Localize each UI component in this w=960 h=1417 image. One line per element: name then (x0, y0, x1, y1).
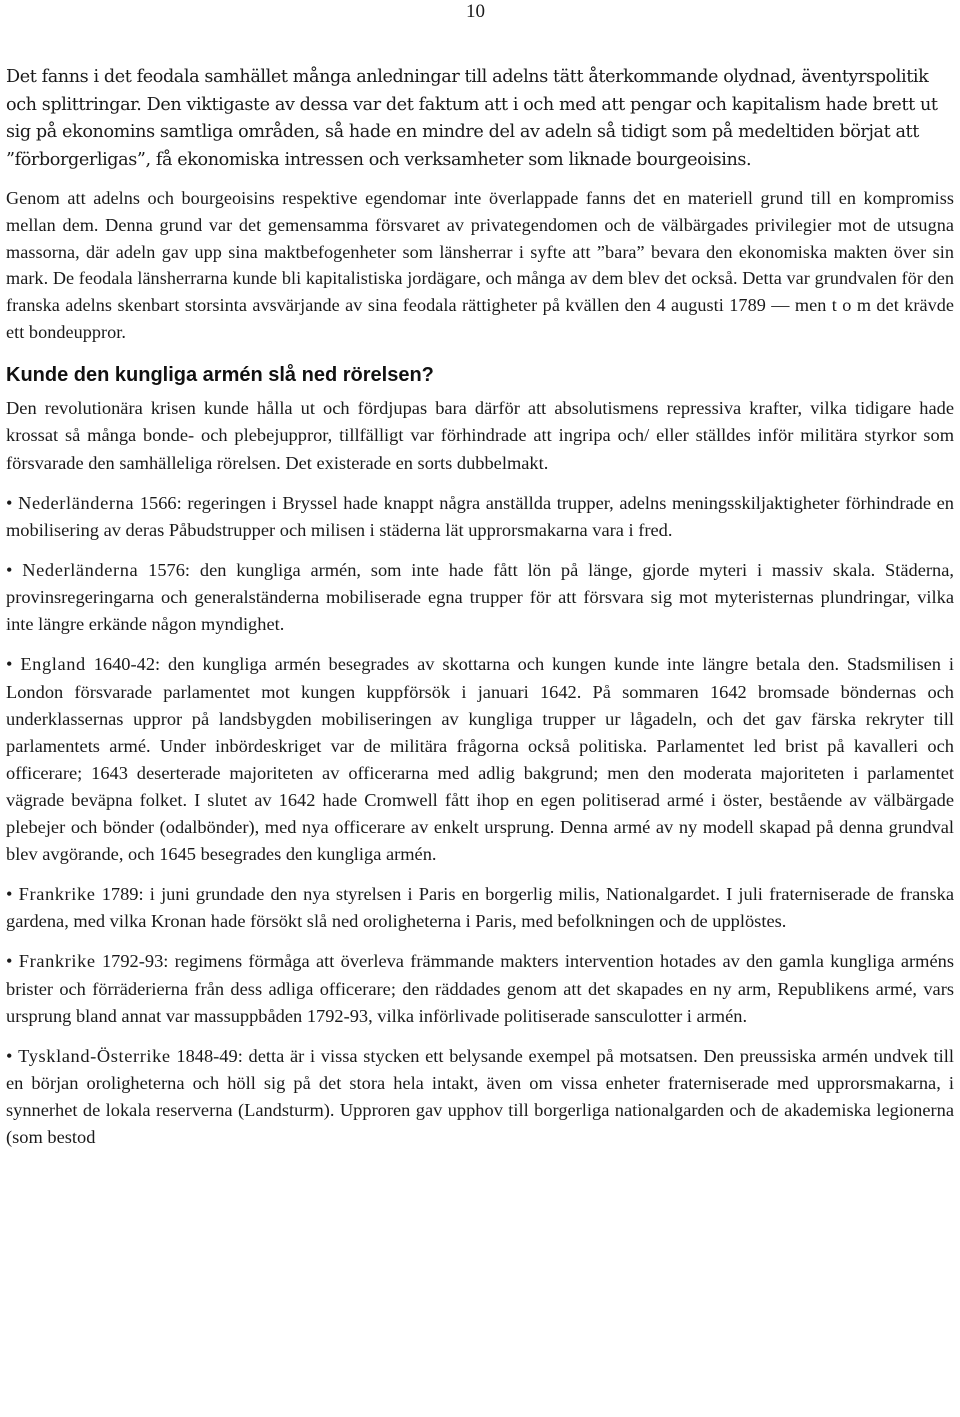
bullet-item-netherlands-1576 (6, 557, 954, 638)
bullet-place: Nederländerna (18, 493, 135, 513)
bullet-item-germany-austria-1848 (6, 1043, 954, 1151)
section-heading: Kunde den kungliga armén slå ned rörelsen? (6, 363, 434, 386)
bullet-text: 1792-93: regimens förmåga att överleva främmande makters intervention hotades av den gamla kungliga arméns brister och förräderierna från dess adliga officerare; den räddades genom att det skapades en ny arm, Republikens armé, vars ursprung bland annat var massuppbåden 1792-93, vilka införlivade politiserade sansculotter i armén. (6, 951, 954, 1026)
bullet-place: England (20, 654, 86, 675)
bullet-text: 1566: regeringen i Bryssel hade knappt några anställda trupper, adelns meningsskiljaktigheter förhindrade en mobilisering av deras Påbudstrupper och milisen i städerna lät upprorsmakarna vara i fred. (6, 493, 954, 541)
bullet-item-france-1789 (6, 881, 954, 935)
bullet-place: Frankrike (18, 884, 96, 905)
bullet-marker: • (6, 884, 13, 905)
bullet-place: Tyskland-Österrike (18, 1045, 171, 1066)
paragraph-intro: Det fanns i det feodala samhället många anledningar till adelns tätt återkommande olydnad, äventyrspolitik och splittringar. Den viktigaste av dessa var det faktum att i och med att pengar och kapitalism hade brett ut sig på ekonomins samtliga områden, så hade en mindre del av adeln så tidigt som på medeltiden börjat att ”förborgerligas”, få ekonomiska intressen och verksamheter som liknade bourgeoisins. (6, 67, 938, 170)
bullet-text: 1640-42: den kungliga armén besegrades av skottarna och kungen kunde inte längre betala den. Stadsmilisen i London försvarade parlamentet mot kungen kuppförsök i januari 1642. På sommaren 1642 bromsade böndernas och underklassernas uppror på landsbygden mobiliseringen av kungliga trupper ur lågadeln, och det gav färska rekryter till parlamentets armé. Under inbördeskriget var de militära frågorna också politiska. Parlamentet led brist på kavalleri och officerare; 1643 deserterade majoriteten av officerarna med adlig bakgrund; men den moderata majoriteten i parlamentet vägrade beväpna folket. I slutet av 1642 hade Cromwell fått ihop en egen politiserad armé i öster, bestående av välbärgade plebejer och bönder (odalbönder), med nya officerare av enkelt ursprung. Denna armé av ny modell skapad på denna grundval blev avgörande, och 1645 besegrades den kungliga armén. (6, 654, 954, 865)
bullet-item-netherlands-1566 (6, 490, 954, 544)
bullet-place: Frankrike (18, 951, 96, 972)
bullet-text: 1789: i juni grundade den nya styrelsen i Paris en borgerlig milis, Nationalgardet. I juli fraterniserade de franska gardena, med vilka Kronan hade försökt slå ned oroligheterna i Paris, med befolkningen och de upplöstes. (6, 884, 954, 932)
bullet-marker: • (6, 560, 13, 581)
bullet-text: 1848-49: detta är i vissa stycken ett belysande exempel på motsatsen. Den preussiska armén undvek till en början oroligheterna och höll sig på det stora hela intakt, även om vissa enheter fraterniserade med upprorsmakarna, i synnerhet de lokala reserverna (Landsturm). Upproren gav upphov till borgerliga nationalgarden och de akademiska legionerna (som bestod (6, 1045, 954, 1147)
bullet-item-france-1792 (6, 948, 954, 1029)
bullet-marker: • (6, 654, 13, 675)
bullet-marker: • (6, 1045, 13, 1066)
bullet-marker: • (6, 951, 13, 972)
bullet-text: 1576: den kungliga armén, som inte hade fått lön på länge, gjorde myteri i massiv skala. Städerna, provinsregeringarna och generalständerna mobiliserade egna trupper för att försvara sig mot myteristernas plundringar, vilka inte längre erkände någon myndighet. (6, 560, 954, 635)
paragraph-section-lead: Den revolutionära krisen kunde hålla ut och fördjupas bara därför att absolutismens repressiva krafter, vilka tidigare hade krossat så många bonde- och plebejuppror, tillfälligt var förhindrade att ingripa och/ eller ställdes inför militära styrkor som försvarade den samhälleliga rörelsen. Det existerade en sorts dubbelmakt. (6, 397, 954, 473)
paragraph-compromise: Genom att adelns och bourgeoisins respektive egendomar inte överlappade fanns det en materiell grund till en kompromiss mellan dem. Denna grund var det gemensamma försvaret av privategendomen och de välbärgades privilegier mot de utsugna massorna, där adeln gav upp sina maktbefogenheter som länsherrar i syfte att ”bara” bevara den ekonomiska makten över sin mark. De feodala länsherrarna kunde bli kapitalistiska jordägare, och många av dem blev det också. Detta var grundvalen för den franska adelns skenbart storsinta avsvärjande av sina feodala rättigheter på kvällen den 4 augusti 1789 — men t o m det krävde ett bondeuppror. (6, 188, 954, 342)
page-number: 10 (466, 1, 485, 22)
bullet-marker: • (6, 493, 13, 513)
document-body (6, 64, 954, 1151)
bullet-place: Nederländerna (22, 560, 139, 581)
bullet-item-england-1640 (6, 651, 954, 868)
